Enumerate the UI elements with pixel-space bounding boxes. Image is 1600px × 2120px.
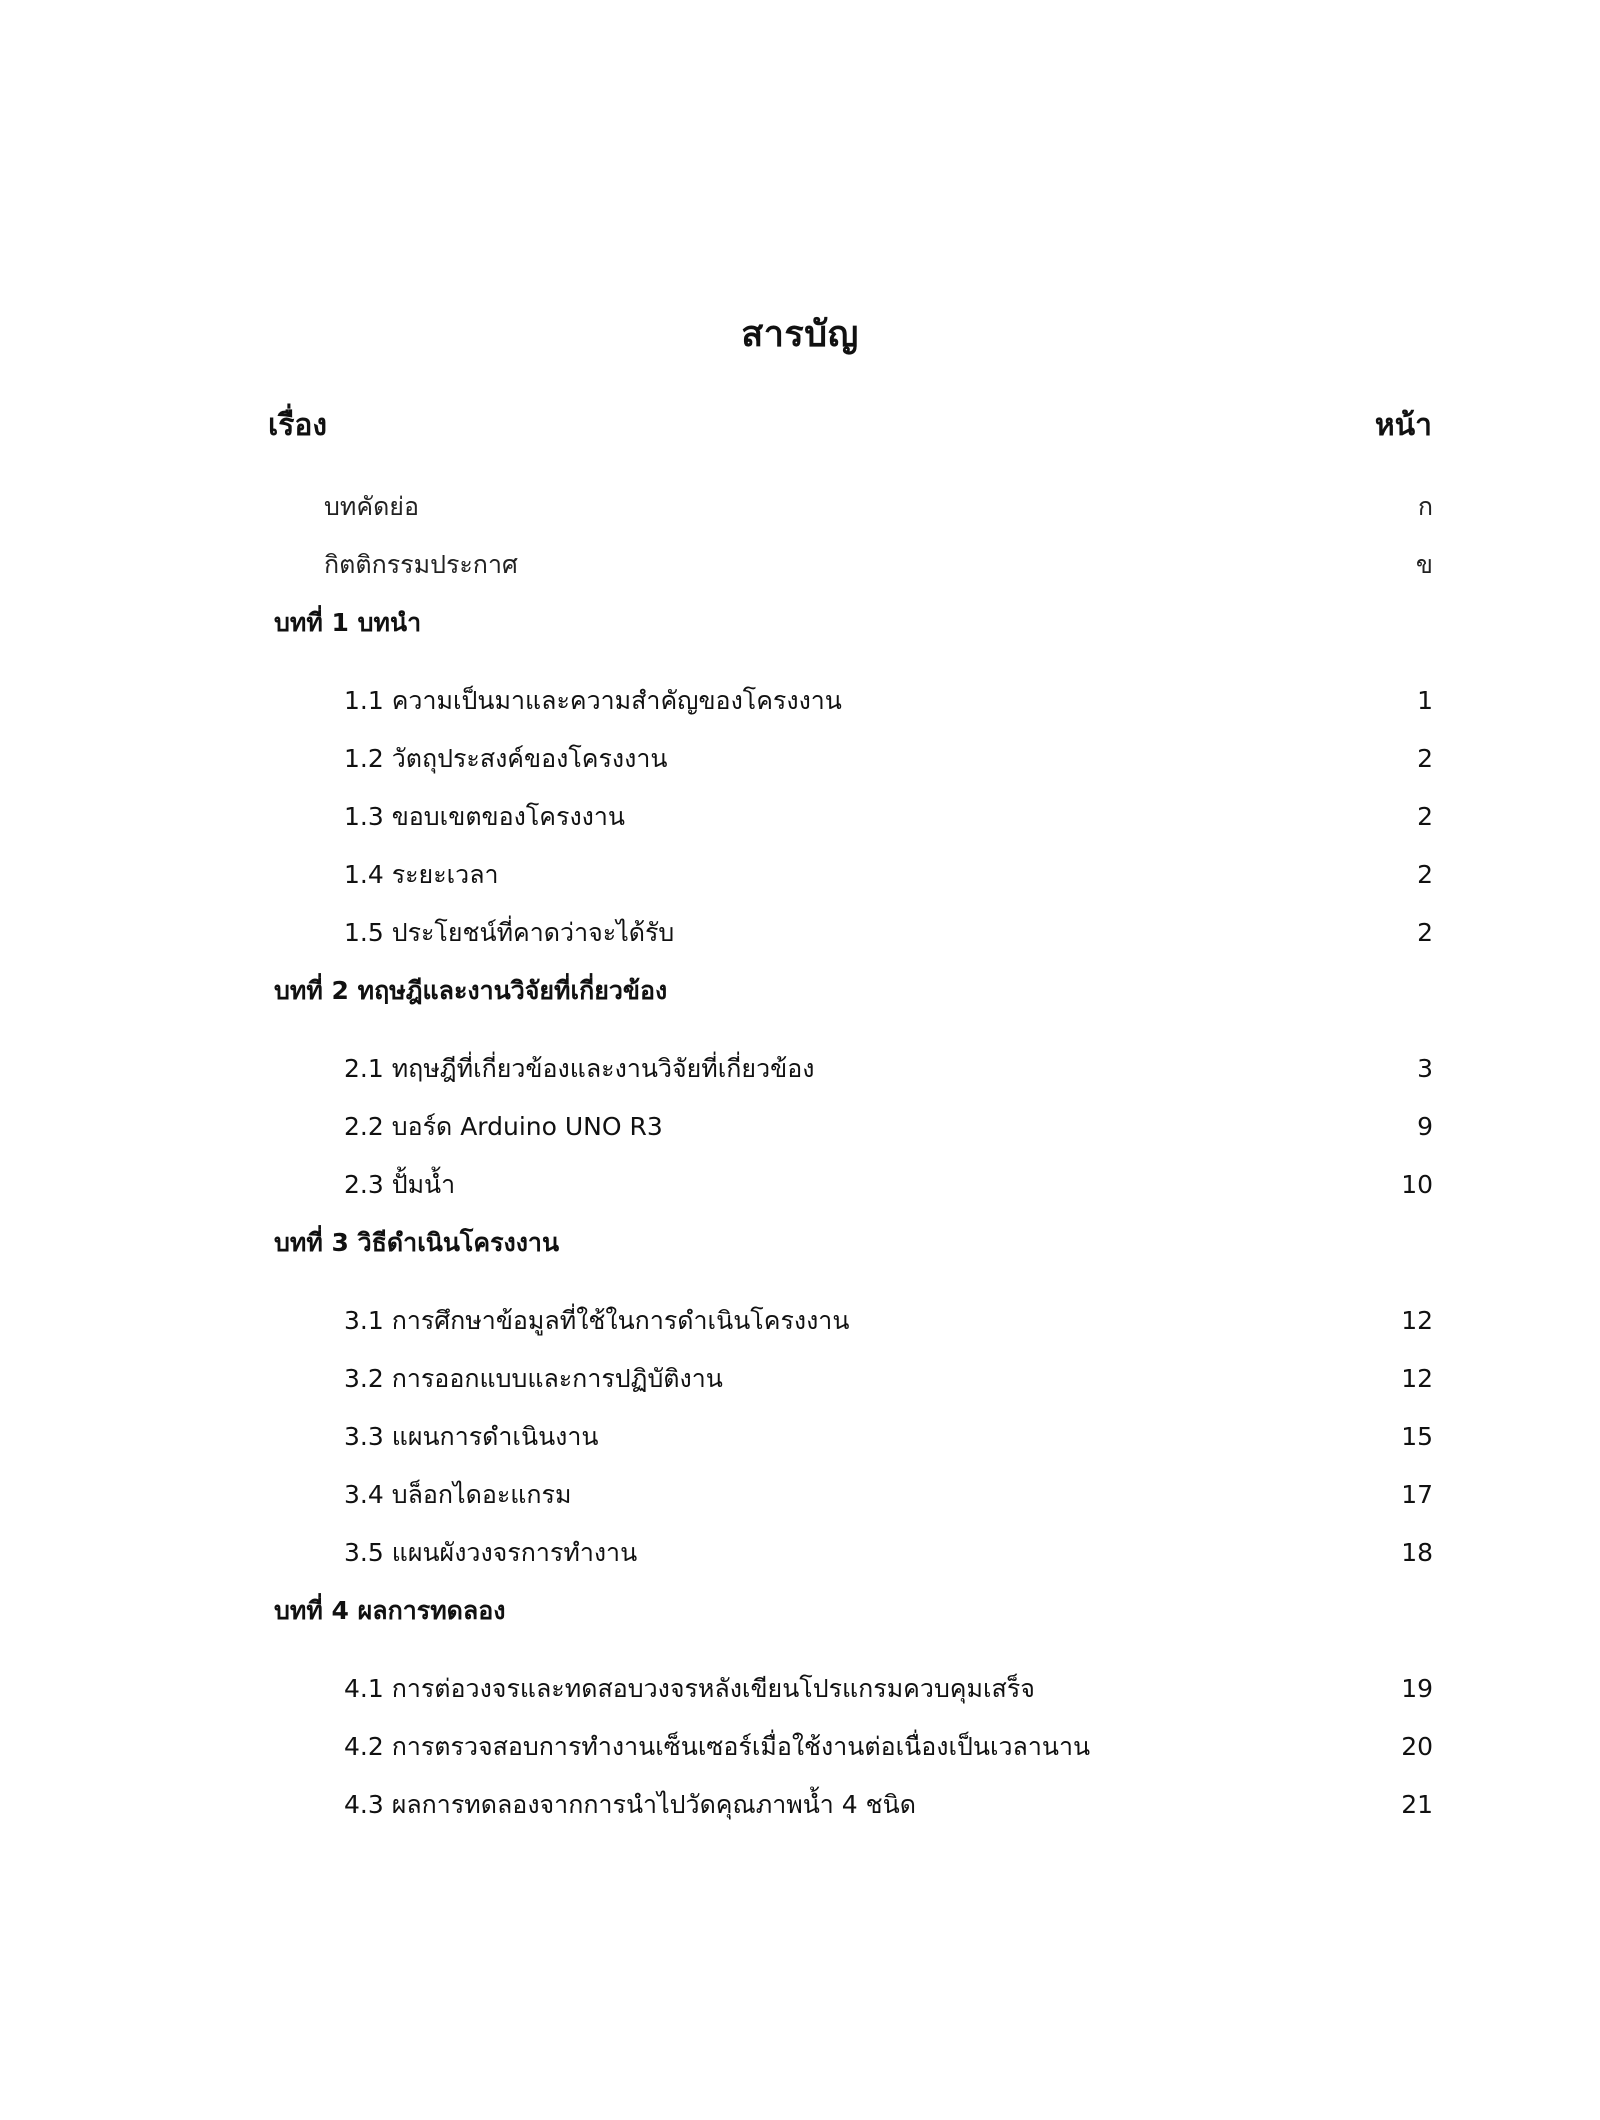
table-of-contents <box>268 478 1433 1834</box>
toc-entry-page: 12 <box>1401 1306 1433 1335</box>
toc-entry-label: 3.5 แผนผังวงจรการทำงาน <box>344 1538 638 1567</box>
toc-entry-label: 4.2 การตรวจสอบการทำงานเซ็นเซอร์เมื่อใช้งานต่อเนื่องเป็นเวลานาน <box>344 1732 1091 1761</box>
toc-entry-label: 2.3 ปั้มน้ำ <box>344 1170 456 1199</box>
chapter-title: บทที่ 4 ผลการทดลอง <box>274 1596 506 1625</box>
toc-chapter-3 <box>268 1214 1433 1272</box>
toc-entry-label: 3.3 แผนการดำเนินงาน <box>344 1422 599 1451</box>
toc-entry-page: 9 <box>1417 1112 1433 1141</box>
chapter-title: บทที่ 3 วิธีดำเนินโครงงาน <box>274 1228 560 1257</box>
toc-entry-label: 3.1 การศึกษาข้อมูลที่ใช้ในการดำเนินโครงงาน <box>344 1306 850 1335</box>
toc-entry <box>268 672 1433 730</box>
toc-entry-page: 2 <box>1417 918 1433 947</box>
toc-entry-label: 4.1 การต่อวงจรและทดสอบวงจรหลังเขียนโปรแกรมควบคุมเสร็จ <box>344 1674 1035 1703</box>
toc-entry-page: ก <box>1417 492 1433 521</box>
toc-entry-page: 12 <box>1401 1364 1433 1393</box>
toc-entry <box>268 846 1433 904</box>
page-title: สารบัญ <box>741 314 859 355</box>
toc-entry-label: 2.1 ทฤษฎีที่เกี่ยวข้องและงานวิจัยที่เกี่ยวข้อง <box>344 1054 815 1083</box>
toc-entry-label: 1.3 ขอบเขตของโครงงาน <box>344 802 625 831</box>
toc-entry <box>268 1408 1433 1466</box>
toc-entry-label: 1.4 ระยะเวลา <box>344 860 499 889</box>
topic-column-header: เรื่อง <box>268 408 328 443</box>
toc-entry-label: 1.2 วัตถุประสงค์ของโครงงาน <box>344 744 668 773</box>
toc-entry-page: 1 <box>1417 686 1433 715</box>
toc-entry-page: 20 <box>1401 1732 1433 1761</box>
toc-entry-page: 2 <box>1417 860 1433 889</box>
toc-entry-page: 21 <box>1401 1790 1433 1819</box>
toc-entry-page: 2 <box>1417 744 1433 773</box>
toc-entry <box>268 1350 1433 1408</box>
chapter-title: บทที่ 1 บทนำ <box>274 608 422 637</box>
toc-entry-label: 1.5 ประโยชน์ที่คาดว่าจะได้รับ <box>344 918 675 947</box>
toc-entry <box>268 1660 1433 1718</box>
toc-entry <box>268 1776 1433 1834</box>
toc-entry <box>268 904 1433 962</box>
toc-entry-page: 17 <box>1401 1480 1433 1509</box>
toc-entry-label: 2.2 บอร์ด Arduino UNO R3 <box>344 1112 663 1141</box>
toc-entry <box>268 788 1433 846</box>
page-column-header: หน้า <box>1374 408 1432 443</box>
toc-entry-label: 3.2 การออกแบบและการปฏิบัติงาน <box>344 1364 723 1393</box>
toc-entry <box>268 1718 1433 1776</box>
toc-entry <box>268 1524 1433 1582</box>
toc-entry-page: 2 <box>1417 802 1433 831</box>
toc-chapter-1 <box>268 594 1433 652</box>
toc-entry-page: 19 <box>1401 1674 1433 1703</box>
toc-entry-label: 3.4 บล็อกไดอะแกรม <box>344 1480 572 1509</box>
toc-entry <box>268 1466 1433 1524</box>
toc-entry-acknowledgement <box>268 536 1433 594</box>
toc-entry-page: 15 <box>1401 1422 1433 1451</box>
toc-entry <box>268 1292 1433 1350</box>
toc-entry <box>268 1098 1433 1156</box>
toc-chapter-2 <box>268 962 1433 1020</box>
toc-entry-label: 4.3 ผลการทดลองจากการนำไปวัดคุณภาพน้ำ 4 ชนิด <box>344 1790 916 1819</box>
toc-entry-label: กิตติกรรมประกาศ <box>324 550 518 579</box>
toc-entry-page: 18 <box>1401 1538 1433 1567</box>
chapter-title: บทที่ 2 ทฤษฎีและงานวิจัยที่เกี่ยวข้อง <box>274 976 668 1005</box>
toc-entry <box>268 1040 1433 1098</box>
toc-entry-page: 10 <box>1401 1170 1433 1199</box>
toc-entry-page: 3 <box>1417 1054 1433 1083</box>
toc-entry <box>268 730 1433 788</box>
toc-entry <box>268 1156 1433 1214</box>
toc-entry-label: บทคัดย่อ <box>324 492 419 521</box>
toc-chapter-4 <box>268 1582 1433 1640</box>
toc-entry-page: ข <box>1415 550 1433 579</box>
toc-entry-abstract <box>268 478 1433 536</box>
toc-entry-label: 1.1 ความเป็นมาและความสำคัญของโครงงาน <box>344 686 842 715</box>
